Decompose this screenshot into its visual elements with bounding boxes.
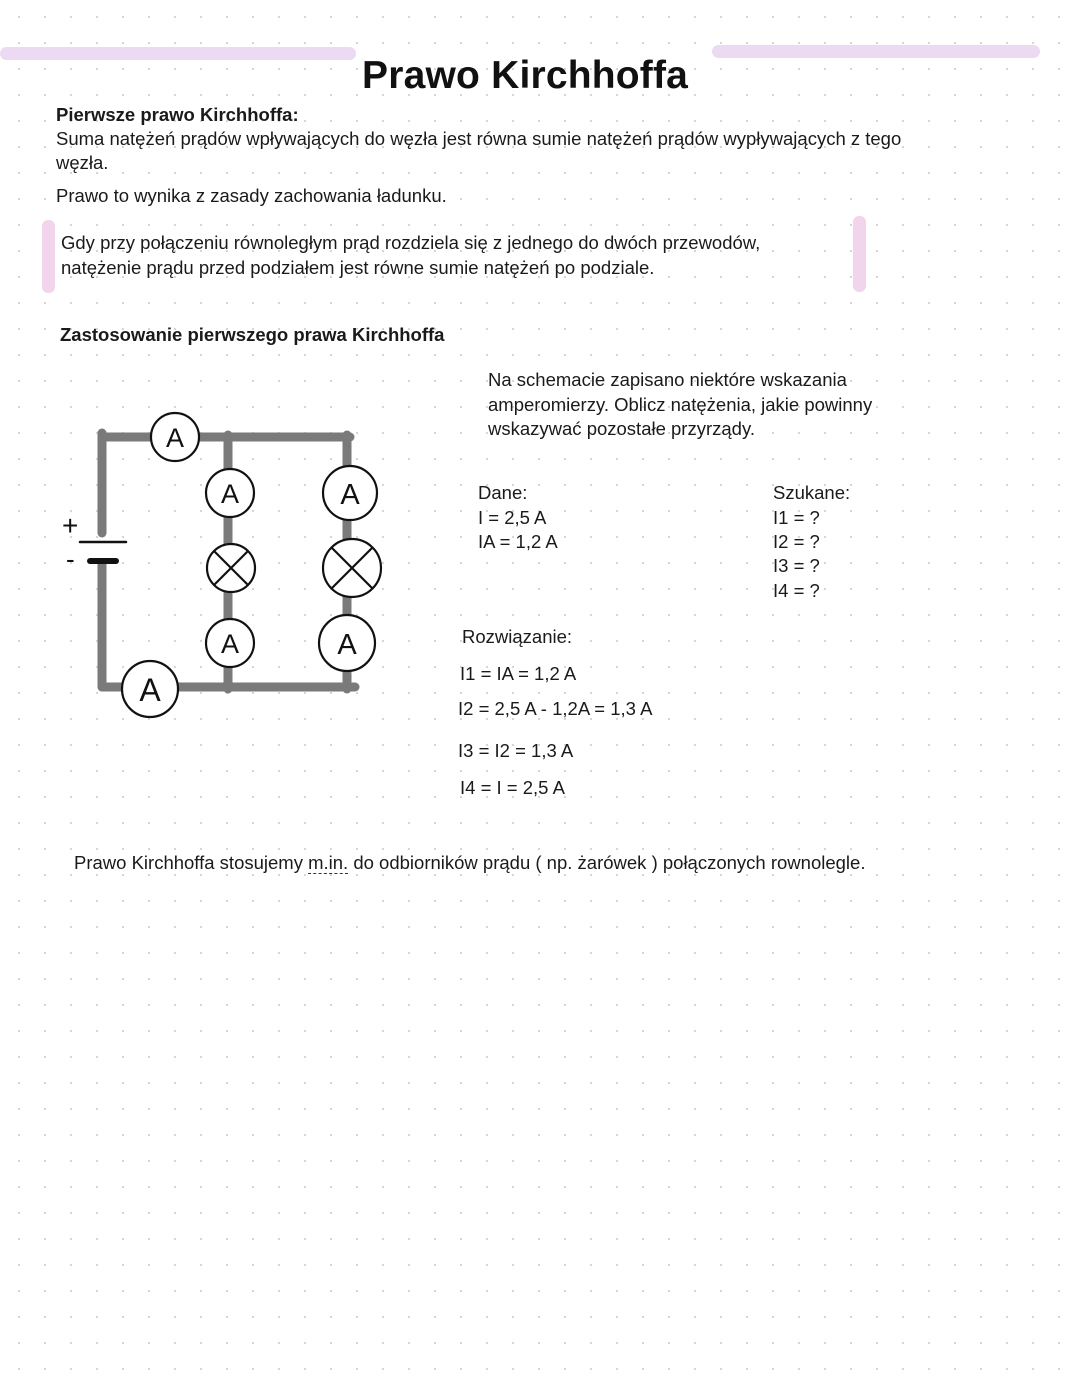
ammeter-I3-label: A bbox=[220, 629, 240, 659]
battery-symbol bbox=[80, 542, 126, 561]
solution-label: Rozwiązanie: bbox=[462, 626, 573, 647]
ammeter-A-label: A bbox=[165, 423, 185, 453]
circuit-diagram bbox=[50, 405, 400, 735]
footer-sentence bbox=[74, 850, 865, 875]
law-origin: Prawo to wynika z zasady zachowania ładunku. bbox=[56, 185, 447, 206]
task-line1: Na schemacie zapisano niektóre wskazania bbox=[488, 369, 847, 390]
battery-plus-sign: + bbox=[62, 510, 79, 541]
battery-minus-sign: - bbox=[66, 544, 75, 574]
application-heading: Zastosowanie pierwszego prawa Kirchhoffa bbox=[60, 324, 445, 345]
ammeter-I1-label: A bbox=[220, 479, 240, 509]
law-statement-line1: Suma natężeń prądów wpływających do węzła jest równa sumie natężeń prądów wypływających z tego bbox=[56, 128, 902, 149]
sought-item: I3 = ? bbox=[773, 555, 820, 576]
note-line2: natężenie prądu przed podziałem jest równe sumie natężeń po podziale. bbox=[61, 257, 655, 278]
task-line2: amperomierzy. Oblicz natężenia, jakie powinny bbox=[488, 394, 873, 415]
note-line1: Gdy przy połączeniu równoległym prąd rozdziela się z jednego do dwóch przewodów, bbox=[61, 232, 761, 253]
lamp-2 bbox=[323, 539, 381, 597]
law-statement-line2: węzła. bbox=[56, 152, 109, 173]
ammeter-I4-label: A bbox=[139, 672, 161, 708]
footer-text-after: do odbiorników prądu ( np. żarówek ) połączonych rownolegle. bbox=[348, 852, 866, 873]
title-highlight-left bbox=[0, 47, 356, 60]
law-heading: Pierwsze prawo Kirchhoffa: bbox=[56, 104, 299, 125]
task-line3: wskazywać pozostałe przyrządy. bbox=[488, 418, 755, 439]
page-title: Prawo Kirchhoffa bbox=[362, 54, 689, 98]
title-highlight-right bbox=[712, 45, 1040, 58]
solution-step: I2 = 2,5 A - 1,2A = 1,3 A bbox=[458, 698, 653, 719]
sought-item: I4 = ? bbox=[773, 580, 820, 601]
note-bracket-left bbox=[42, 220, 55, 293]
given-item: IA = 1,2 A bbox=[478, 531, 558, 552]
note-bracket-right bbox=[853, 216, 866, 292]
lamp-1 bbox=[207, 544, 255, 592]
given-item: I = 2,5 A bbox=[478, 507, 547, 528]
sought-label: Szukane: bbox=[773, 482, 851, 503]
solution-step: I3 = I2 = 1,3 A bbox=[458, 740, 574, 761]
given-label: Dane: bbox=[478, 482, 528, 503]
footer-text-before: Prawo Kirchhoffa stosujemy bbox=[74, 852, 309, 873]
ammeter-I2-label: A bbox=[340, 479, 360, 511]
footer-abbrev: m.in. bbox=[308, 852, 349, 873]
solution-step: I1 = IA = 1,2 A bbox=[460, 663, 577, 684]
ammeter-I4-branch-label: A bbox=[337, 629, 357, 661]
solution-step: I4 = I = 2,5 A bbox=[460, 777, 565, 798]
sought-item: I1 = ? bbox=[773, 507, 820, 528]
sought-item: I2 = ? bbox=[773, 531, 820, 552]
